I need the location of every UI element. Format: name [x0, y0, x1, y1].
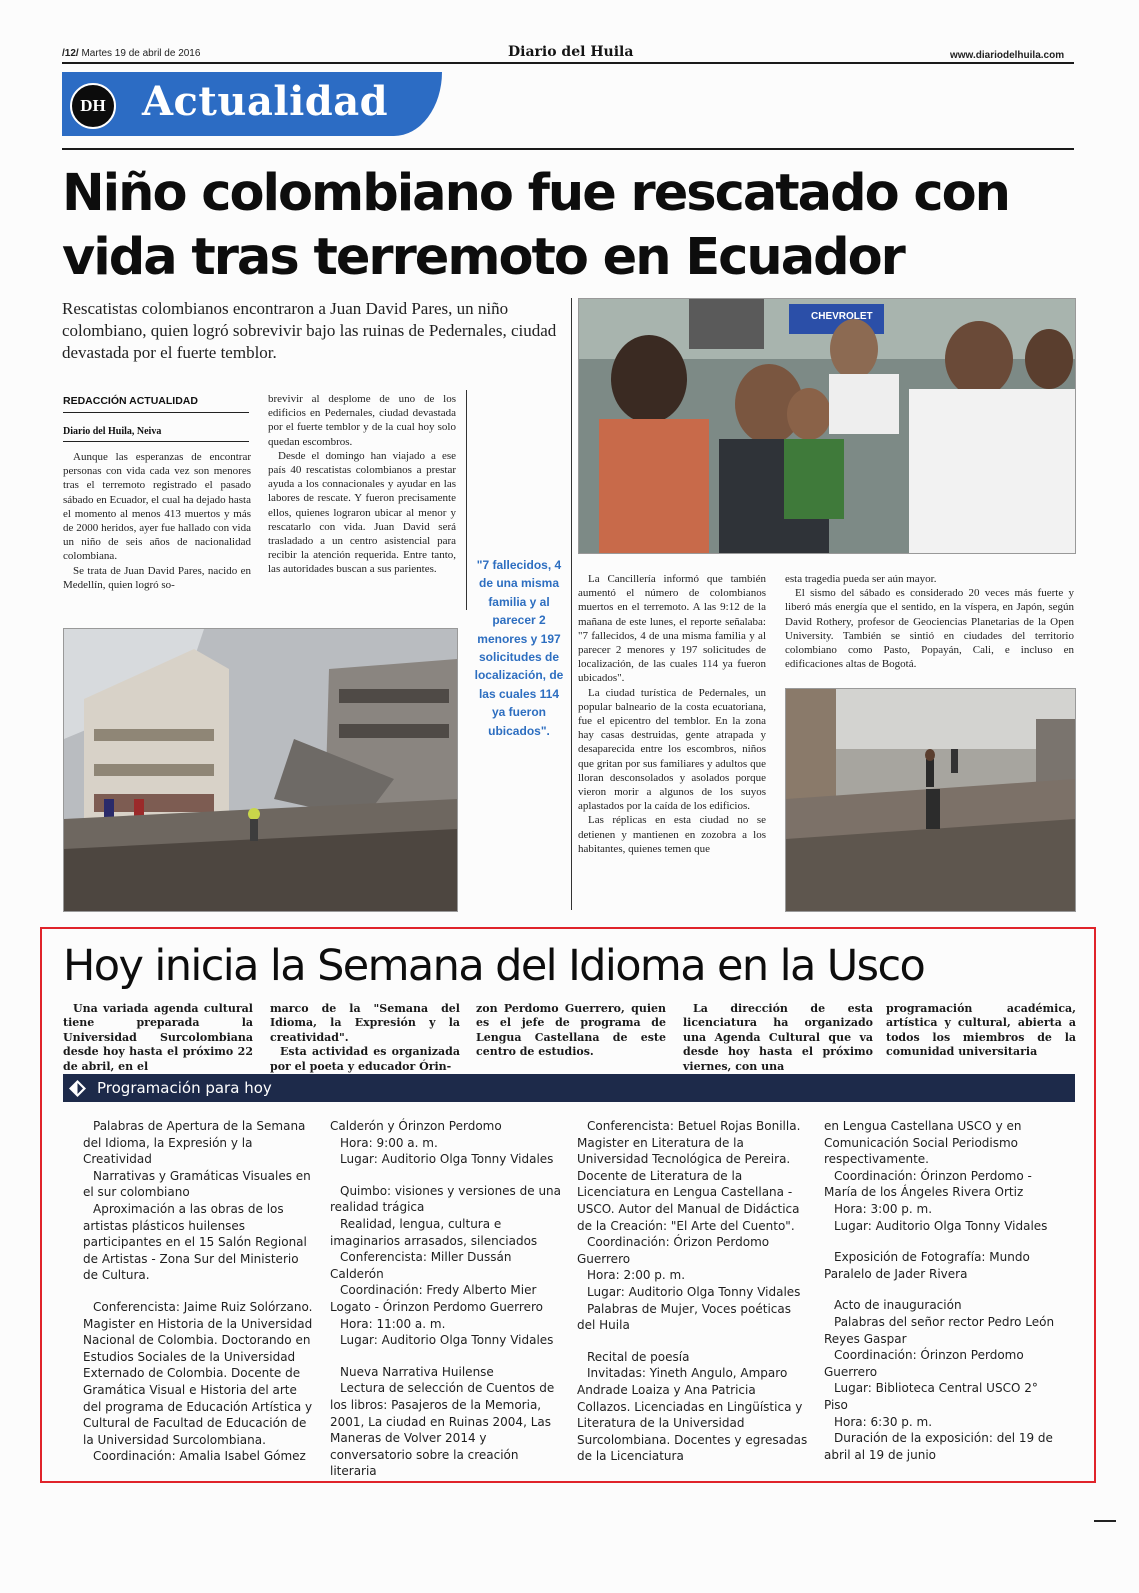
article1-dateline: Diario del Huila, Neiva — [63, 426, 162, 437]
page-number: /12/ — [62, 48, 79, 59]
article2-intro-column-5 — [886, 1002, 1076, 1060]
program-line: Hora: 2:00 p. m. — [587, 1268, 686, 1283]
paragraph: marco de la "Semana del Idioma, la Expresión y la creatividad". — [270, 1002, 460, 1044]
paragraph: brevivir al desplome de uno de los edificios en Pedernales, ciudad devastada por el fuerte temblor y de la cual hoy solo quedan escombros. — [268, 393, 456, 448]
spacer — [824, 1234, 1056, 1249]
program-line: Coordinación: Órizon Perdomo Guerrero — [577, 1235, 770, 1266]
program-line: Nueva Narrativa Huilense — [340, 1364, 494, 1379]
top-rule — [62, 62, 1074, 64]
spacer — [824, 1282, 1056, 1297]
spacer — [83, 1284, 315, 1299]
program-line: Coordinación: Amalia Isabel Gómez — [93, 1449, 306, 1464]
program-line: Acto de inauguración — [834, 1298, 962, 1313]
article1-column-1 — [63, 450, 251, 592]
program-line: Lugar: Biblioteca Central USCO 2° Piso — [824, 1381, 1038, 1412]
paragraph: Aunque las esperanzas de encontrar personas con vida cada vez son menores tras el terremoto registrado el pasado sábado en Ecuador, el cual ha dejado hasta el momento al menos 413 muertos y más de 2000 heridos, ayer fue hallado con vida un niño de seis años de nacionalidad colombiana. — [63, 451, 251, 563]
paragraph: El sismo del sábado es considerado 20 veces más fuerte y liberó más energía que el sentido, en la víspera, en Japón, según David Rothery, profesor de Geociencias Planetarias de la Open University. También se sintió en ciudades del territorio colombiano como Pasto, Popayán, Cali, e incluso en edificaciones altas de Bogotá. — [785, 587, 1074, 671]
paragraph: Las réplicas en esta ciudad no se detienen y mantienen en zozobra a los habitantes, quienes temen que — [578, 814, 766, 855]
program-line: Recital de poesía — [587, 1349, 690, 1364]
paragraph: La Cancillería informó que también aumentó el número de colombianos muertos en el terremoto. A las 9:12 de la mañana de este lunes, el reporte señalaba: "7 fallecidos, 4 de una misma familia y al parecer 2 menores y 197 solicitudes de localización, de las cuales 114 ya fueron ubicados". — [578, 573, 766, 685]
byline-rule — [63, 412, 249, 413]
article2-intro-column-4 — [683, 1002, 873, 1074]
paragraph: programación académica, artística y cultural, abierta a todos los miembros de la comunidad universitaria — [886, 1002, 1076, 1059]
program-line: Hora: 6:30 p. m. — [834, 1414, 933, 1429]
article1-pullquote: "7 fallecidos, 4 de una misma familia y al parecer 2 menores y 197 solicitudes de localización, de las cuales 114 ya fueron ubicados". — [474, 558, 564, 738]
program-line: Palabras de Mujer, Voces poéticas del Huila — [577, 1301, 792, 1333]
program-line: Hora: 9:00 a. m. — [340, 1135, 438, 1150]
program-line: Coordinación: Órinzon Perdomo Guerrero — [824, 1348, 1024, 1379]
article2-intro-column-2 — [270, 1002, 460, 1074]
program-line: Calderón y Órinzon Perdomo — [330, 1119, 502, 1133]
program-line: Conferencista: Betuel Rojas Bonilla. Magister en Literatura de la Universidad Tecnológica de Pereira. Docente de Literatura de la Licenciatura en Lengua Castellana - USCO. Autor del Manual de Didáctica de la Creación: "El Arte del Cuento". — [577, 1119, 801, 1233]
rescue-photo — [578, 298, 1076, 554]
program-line: Hora: 3:00 p. m. — [834, 1201, 933, 1216]
paragraph: zon Perdomo Guerrero, quien es el jefe de programa de Lengua Castellana de este centro de estudios. — [476, 1002, 666, 1059]
program-line: Aproximación a las obras de los artistas plásticos huilenses participantes en el 15 Salón Regional de Artistas - Zona Sur del Ministerio de Cultura. — [83, 1201, 307, 1283]
paragraph: Se trata de Juan David Pares, nacido en Medellín, quien logró so- — [63, 564, 251, 591]
program-line: Invitadas: Yineth Angulo, Amparo Andrade Loaiza y Ana Patricia Collazos. Licenciadas en Lingüística y Literatura de la Universidad Surcolombiana. Docentes y egresadas de la Licenciatura — [577, 1366, 808, 1464]
article2-headline: Hoy inicia la Semana del Idioma en la Usco — [63, 941, 925, 991]
issue-date: Martes 19 de abril de 2016 — [81, 48, 201, 59]
column-divider — [466, 390, 467, 610]
article2-intro-column-3 — [476, 1002, 666, 1060]
earthquake-rubble-photo — [63, 628, 458, 912]
program-line: Lugar: Auditorio Olga Tonny Vidales — [834, 1218, 1048, 1233]
article1-column-2 — [268, 392, 456, 577]
program-line: Lectura de selección de Cuentos de los libros: Pasajeros de la Memoria, 2001, La ciudad en Ruinas 2004, Las Maneras de Volver 2014 y conversatorio sobre la creación literaria — [330, 1381, 555, 1479]
program-line: Hora: 11:00 a. m. — [340, 1316, 446, 1331]
column-divider — [571, 298, 572, 910]
header-rule — [62, 148, 1074, 150]
photo-sign-text: CHEVROLET — [811, 311, 873, 322]
program-column-2 — [330, 1118, 562, 1480]
page-number-and-date — [62, 48, 200, 59]
program-line: Coordinación: Órinzon Perdomo - María de los Ángeles Rivera Ortiz — [824, 1168, 1032, 1200]
program-line: Lugar: Auditorio Olga Tonny Vidales — [340, 1152, 554, 1167]
program-line: Exposición de Fotografía: Mundo Paralelo de Jader Rivera — [824, 1250, 1030, 1281]
article1-headline: Niño colombiano fue rescatado con vida tras terremoto en Ecuador — [62, 164, 1009, 287]
spacer — [330, 1168, 562, 1183]
newspaper-logo-icon: DH — [70, 83, 116, 129]
spacer — [577, 1334, 809, 1349]
program-line: Realidad, lengua, cultura e imaginarios arrasados, silenciados — [330, 1216, 538, 1248]
paper-name: Diario del Huila — [508, 44, 634, 60]
article2-intro-column-1 — [63, 1002, 253, 1074]
program-header-bar — [63, 1074, 1075, 1102]
program-title: Programación para hoy — [97, 1079, 272, 1097]
program-line: Palabras del señor rector Pedro León Reyes Gaspar — [824, 1314, 1055, 1346]
article1-lead: Rescatistas colombianos encontraron a Juan David Pares, un niño colombiano, quien logró sobrevivir bajo las ruinas de Pedernales, ciudad devastada por el fuerte temblor. — [62, 299, 557, 362]
program-diamond-icon — [69, 1080, 86, 1097]
article1-column-3 — [578, 572, 766, 856]
program-line: Lugar: Auditorio Olga Tonny Vidales — [340, 1333, 554, 1348]
program-line: Conferencista: Jaime Ruiz Solórzano. Magister en Historia de la Universidad Nacional de Colombia. Doctorando en Estudios Sociales de la Universidad Externado de Colombia. Docente de Gramática Visual e Historia del arte del programa de Educación Artística y Cultural de Facultad de Educación de la Universidad Surcolombiana. — [83, 1299, 313, 1447]
program-line: Palabras de Apertura de la Semana del Idioma, la Expresión y la Creatividad — [83, 1119, 306, 1167]
paragraph: Una variada agenda cultural tiene preparada la Universidad Surcolombiana desde hoy hasta el próximo 22 de abril, en el — [63, 1002, 253, 1073]
rubble-street-photo — [785, 688, 1076, 912]
program-column-3 — [577, 1118, 809, 1465]
section-banner — [62, 72, 442, 136]
page-edge-mark — [1094, 1520, 1116, 1522]
paragraph: Desde el domingo han viajado a ese país 40 rescatistas colombianos a prestar ayuda a los connacionales y ayudar en las labores de rescate. Y fueron precisamente ellos, quienes lograron ubicar al menor y rescatarlo con vida. Juan David será trasladado a un centro asistencial para recibir la atención requerida. Entre tanto, las autoridades buscan a sus parientes. — [268, 449, 456, 576]
program-line: Narrativas y Gramáticas Visuales en el sur colombiano — [83, 1168, 311, 1200]
program-line: Duración de la exposición: del 19 de abril al 19 de junio — [824, 1431, 1053, 1462]
section-title: Actualidad — [142, 78, 389, 125]
website: www.diariodelhuila.com — [950, 50, 1065, 61]
program-line: en Lengua Castellana USCO y en Comunicación Social Periodismo respectivamente. — [824, 1119, 1022, 1167]
paragraph: La dirección de esta licenciatura ha organizado una Agenda Cultural que va desde hoy hasta el próximo viernes, con una — [683, 1002, 873, 1073]
program-line: Conferencista: Miller Dussán Calderón — [330, 1250, 512, 1281]
program-column-1 — [83, 1118, 315, 1465]
program-line: Lugar: Auditorio Olga Tonny Vidales — [587, 1284, 801, 1299]
article1-byline: REDACCIÓN ACTUALIDAD — [63, 395, 198, 407]
paragraph: esta tragedia pueda ser aún mayor. — [785, 573, 937, 585]
program-line: Coordinación: Fredy Alberto Mier Logato - Órinzon Perdomo Guerrero — [330, 1283, 543, 1314]
dateline-rule — [63, 441, 249, 442]
paragraph: Esta actividad es organizada por el poeta y educador Órin- — [270, 1045, 460, 1073]
program-line: Quimbo: visiones y versiones de una realidad trágica — [330, 1183, 562, 1215]
article1-column-4 — [785, 572, 1074, 671]
spacer — [330, 1349, 562, 1364]
paragraph: La ciudad turística de Pedernales, un popular balneario de la costa ecuatoriana, fue el epicentro del temblor. En la zona hay casas destruidas, gente atrapada y desaparecida entre los escombros, niños que gritan por sus familiares y adultos que lloran desconsolados y asolados porque vieron morir a algunos de los suyos aplastados por la caída de los edificios. — [578, 686, 766, 813]
program-column-4 — [824, 1118, 1056, 1463]
